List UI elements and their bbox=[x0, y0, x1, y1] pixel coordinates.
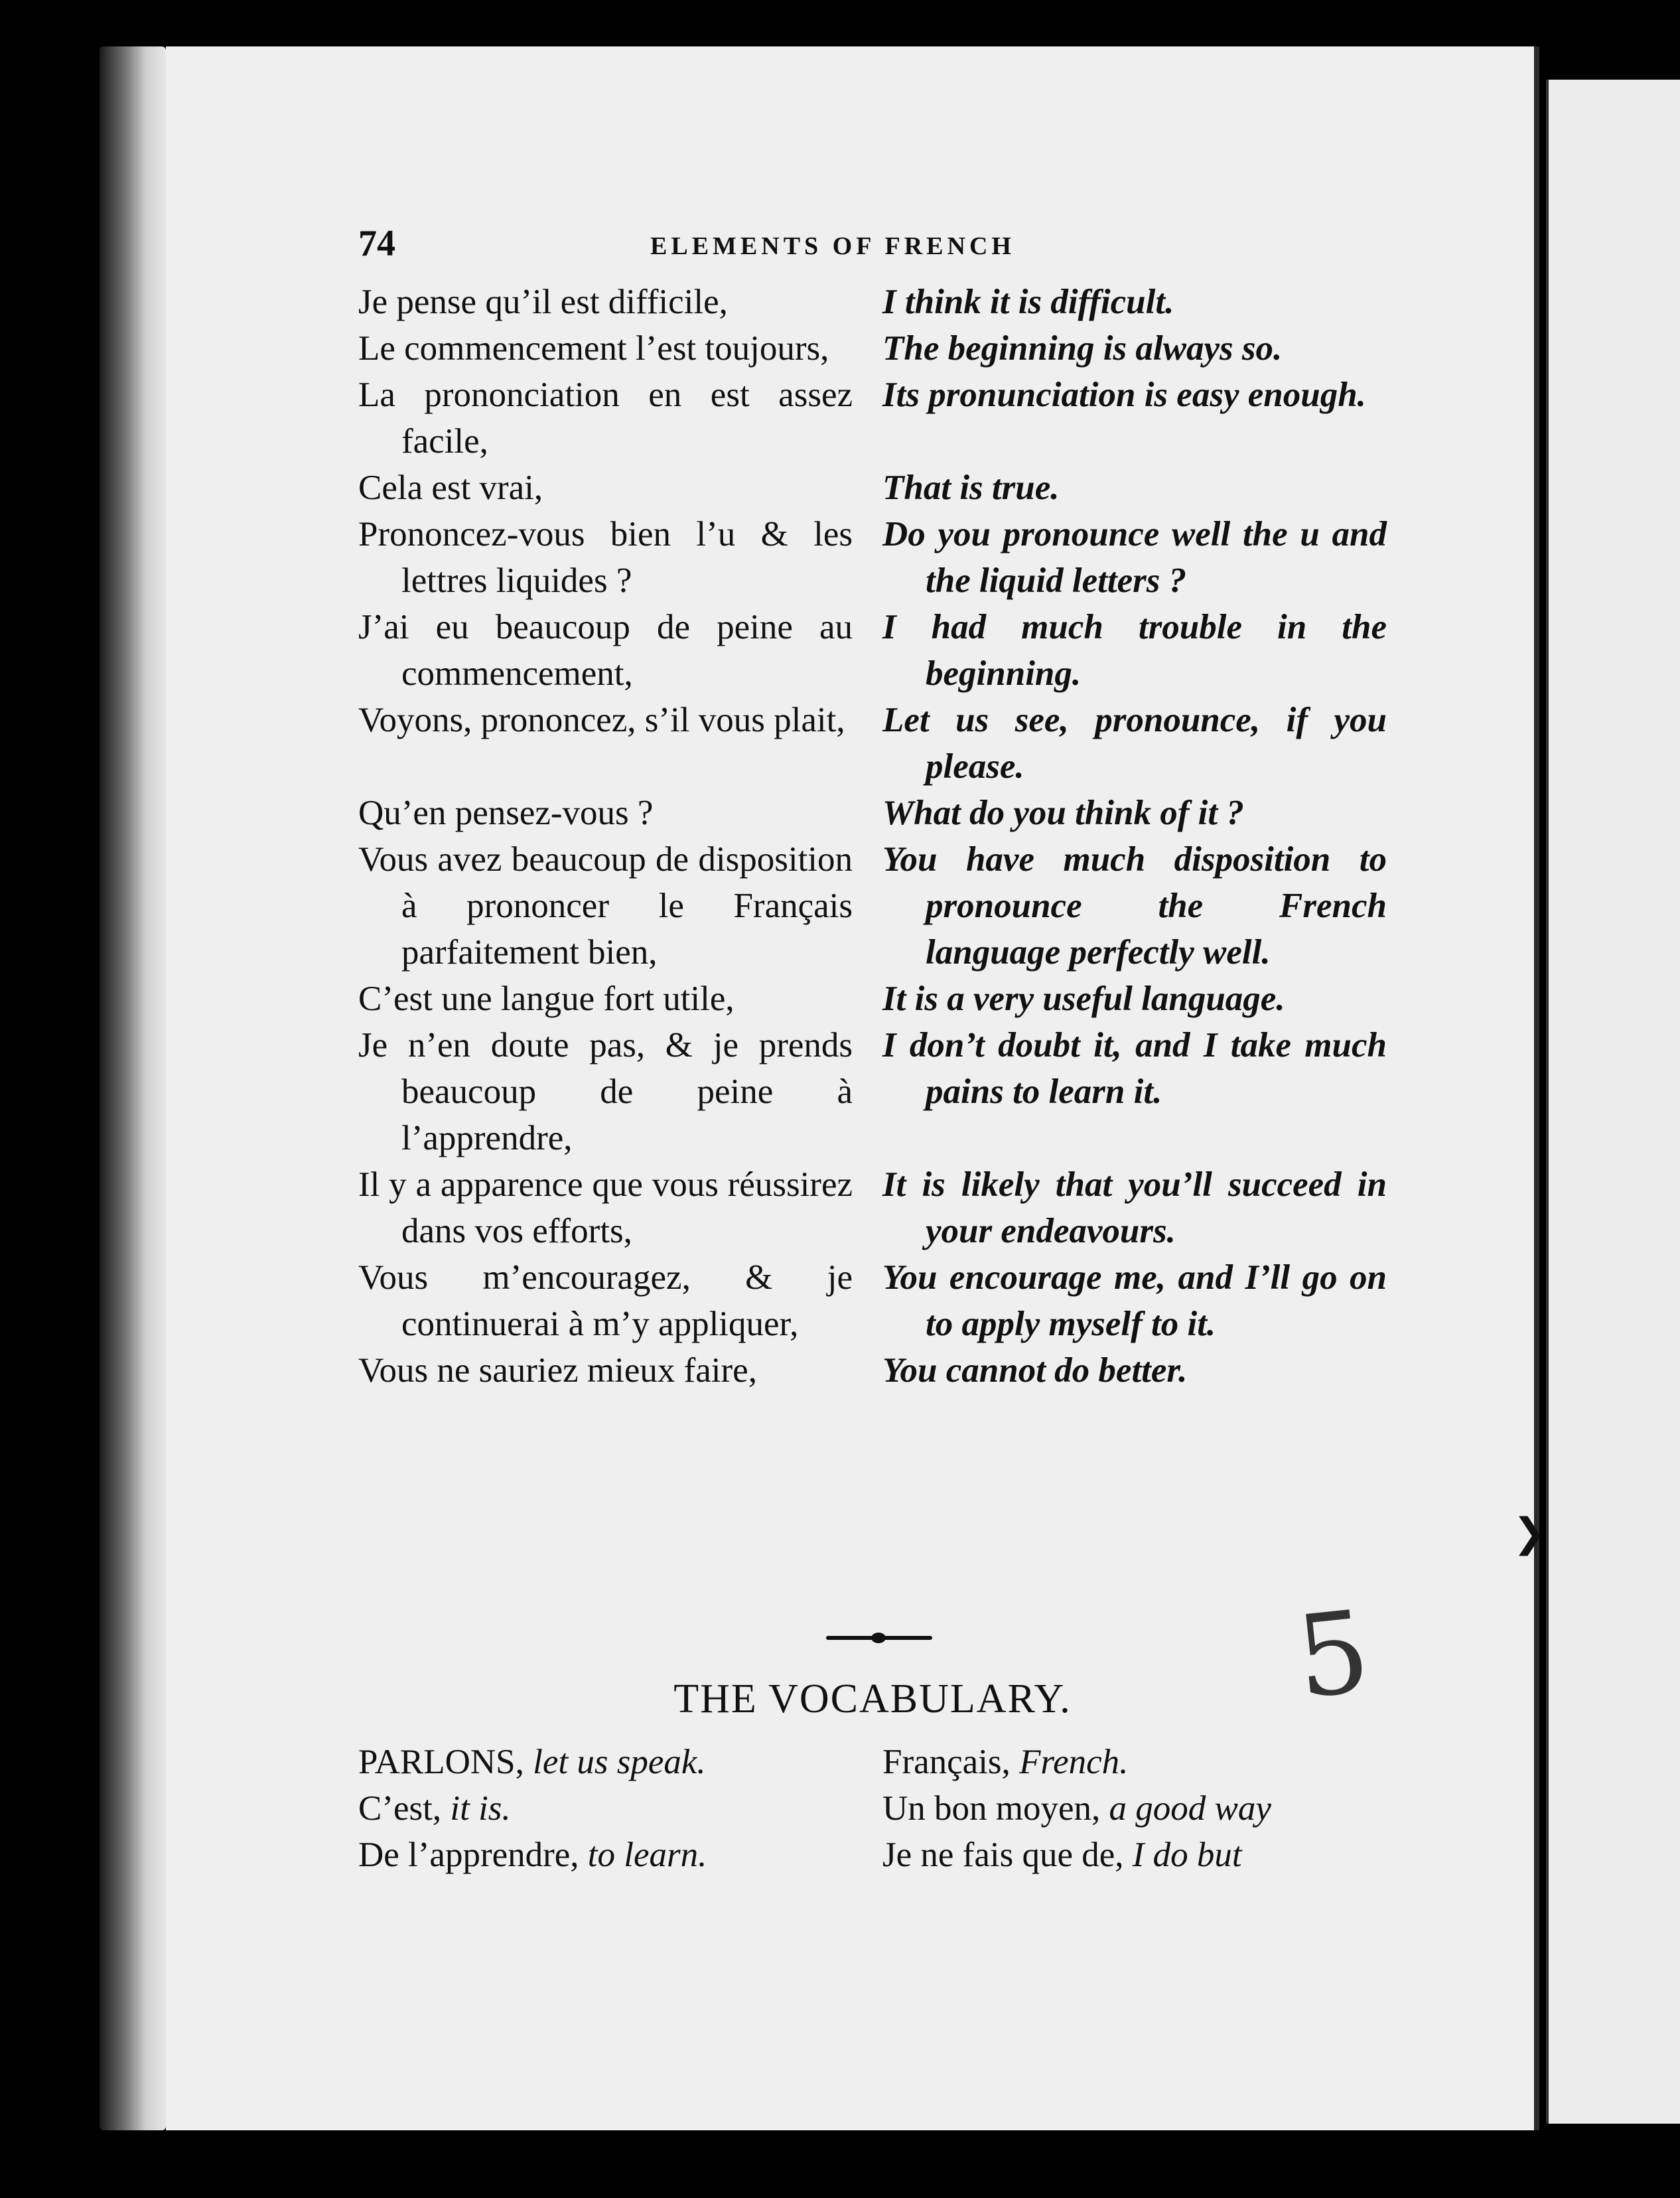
vocabulary-entry bbox=[882, 1739, 1387, 1785]
page-turn-arrow-icon[interactable]: ❯ bbox=[1513, 1510, 1547, 1556]
vocabulary-entry bbox=[358, 1832, 869, 1878]
dialogue-row bbox=[358, 790, 1387, 836]
french-line: Le commencement l’est toujours, bbox=[358, 329, 829, 368]
vocab-gloss: a good way bbox=[1109, 1789, 1271, 1828]
english-line: I don’t doubt it, and I take much pains to learn it. bbox=[882, 1026, 1387, 1111]
english-line: It is likely that you’ll succeed in your endeavours. bbox=[882, 1165, 1387, 1250]
english-line: You cannot do better. bbox=[882, 1351, 1188, 1390]
french-line: Vous ne sauriez mieux faire, bbox=[358, 1351, 757, 1390]
vocab-term: C’est, bbox=[358, 1789, 442, 1828]
page-header bbox=[358, 222, 1387, 275]
french-line: Cela est vrai, bbox=[358, 469, 543, 507]
dialogue-row bbox=[358, 325, 1387, 372]
vocabulary-entry bbox=[882, 1785, 1387, 1832]
dialogue-row bbox=[358, 279, 1387, 325]
french-line: J’ai eu beaucoup de peine au commencement, bbox=[358, 608, 853, 693]
vocab-term: Je ne fais que de, bbox=[882, 1836, 1124, 1874]
dialogue-row bbox=[358, 511, 1387, 604]
dialogue-row bbox=[358, 1347, 1387, 1394]
english-line: That is true. bbox=[882, 469, 1060, 507]
english-line: The beginning is always so. bbox=[882, 329, 1283, 368]
section-divider bbox=[826, 1636, 932, 1640]
english-line: What do you think of it ? bbox=[882, 794, 1244, 832]
dialogue-row bbox=[358, 1161, 1387, 1254]
vocabulary-heading: THE VOCABULARY. bbox=[673, 1676, 1072, 1722]
french-line: Vous avez beaucoup de disposition à prononcer le Français parfaitement bien, bbox=[358, 840, 853, 972]
vocab-gloss: I do but bbox=[1132, 1836, 1242, 1874]
dialogue-row bbox=[358, 697, 1387, 790]
french-line: Je n’en doute pas, & je prends beaucoup de peine à l’apprendre, bbox=[358, 1026, 853, 1157]
vocabulary-entry bbox=[358, 1739, 869, 1785]
english-line: I had much trouble in the beginning. bbox=[882, 608, 1387, 693]
vocab-gloss: French. bbox=[1019, 1743, 1129, 1781]
english-line: You have much disposition to pronounce the French language perfectly well. bbox=[882, 840, 1387, 972]
english-line: Do you pronounce well the u and the liquid letters ? bbox=[882, 515, 1387, 600]
vocabulary-entry bbox=[358, 1785, 869, 1832]
dialogue-row bbox=[358, 1254, 1387, 1347]
vocabulary-entry bbox=[882, 1832, 1387, 1878]
dialogue-row bbox=[358, 604, 1387, 697]
vocab-gloss: it is. bbox=[450, 1789, 511, 1828]
vocabulary-row bbox=[358, 1739, 1387, 1785]
french-line: Vous m’encouragez, & je continuerai à m’y appliquer, bbox=[358, 1258, 853, 1343]
vocab-term: PARLONS, bbox=[358, 1743, 524, 1781]
page-number: 74 bbox=[358, 223, 395, 264]
dialogue-table bbox=[358, 279, 1387, 1394]
english-line: It is a very useful language. bbox=[882, 980, 1285, 1018]
english-line: You encourage me, and I’ll go on to apply myself to it. bbox=[882, 1258, 1387, 1343]
vocab-term: De l’apprendre, bbox=[358, 1836, 579, 1874]
french-line: La prononciation en est assez facile, bbox=[358, 376, 853, 461]
facing-page-edge bbox=[1546, 80, 1680, 2124]
dialogue-row bbox=[358, 465, 1387, 511]
vocab-gloss: let us speak. bbox=[533, 1743, 706, 1781]
french-line: Voyons, prononcez, s’il vous plait, bbox=[358, 701, 845, 739]
french-line: Qu’en pensez-vous ? bbox=[358, 794, 654, 832]
english-line: Let us see, pronounce, if you please. bbox=[882, 701, 1387, 786]
english-line: I think it is difficult. bbox=[882, 283, 1174, 321]
french-line: Prononcez-vous bien l’u & les lettres liquides ? bbox=[358, 515, 853, 600]
vocabulary-row bbox=[358, 1785, 1387, 1832]
vocabulary-list bbox=[358, 1739, 1387, 1878]
english-line: Its pronunciation is easy enough. bbox=[882, 376, 1366, 414]
dialogue-row bbox=[358, 372, 1387, 465]
vocab-gloss: to learn. bbox=[587, 1836, 707, 1874]
running-title: ELEMENTS OF FRENCH bbox=[650, 232, 1015, 260]
dialogue-row bbox=[358, 1022, 1387, 1161]
vocab-term: Un bon moyen, bbox=[882, 1789, 1101, 1828]
french-line: Il y a apparence que vous réussirez dans vos efforts, bbox=[358, 1165, 853, 1250]
dialogue-row bbox=[358, 976, 1387, 1022]
vocab-term: Français, bbox=[882, 1743, 1011, 1781]
dialogue-row bbox=[358, 836, 1387, 976]
french-line: C’est une langue fort utile, bbox=[358, 980, 735, 1018]
french-line: Je pense qu’il est difficile, bbox=[358, 283, 728, 321]
book-spine bbox=[100, 46, 166, 2130]
handwritten-margin-note: 5 bbox=[1290, 1585, 1376, 1725]
vocabulary-row bbox=[358, 1832, 1387, 1878]
